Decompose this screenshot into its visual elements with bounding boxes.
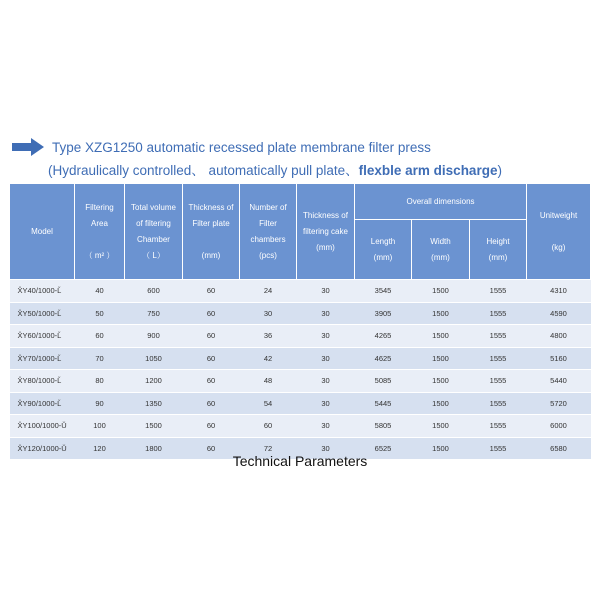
cell-length: 5805 [355,415,412,438]
table-row [10,302,591,325]
cell-weight: 5720 [527,392,591,415]
cell-volume: 600 [125,280,183,303]
subtitle-prefix: (Hydraulically controlled、 automatically pull plate、 [48,163,359,178]
cell-width: 1500 [412,370,470,393]
cell-area: 70 [75,347,125,370]
cell-chambers: 36 [240,325,297,348]
cell-volume: 1800 [125,437,183,460]
cell-volume: 1050 [125,347,183,370]
cell-height: 1555 [470,415,527,438]
cell-area: 90 [75,392,125,415]
cell-length: 3545 [355,280,412,303]
header-model: Model [10,184,75,280]
cell-model: X̆Y90/1000-L̆ [10,392,75,415]
subtitle-bold: flexble arm discharge [358,163,498,178]
cell-height: 1555 [470,392,527,415]
cell-plate: 60 [183,415,240,438]
cell-plate: 60 [183,370,240,393]
cell-cake: 30 [297,347,355,370]
header-chambers: Number of Filter chambers (pcs) [240,184,297,280]
document-title: Type XZG1250 automatic recessed plate membrane filter press [52,139,431,155]
title-block [12,136,592,179]
cell-cake: 30 [297,437,355,460]
header-length: Length (mm) [355,220,412,280]
cell-volume: 1200 [125,370,183,393]
cell-width: 1500 [412,280,470,303]
header-height: Height (mm) [470,220,527,280]
cell-cake: 30 [297,370,355,393]
cell-plate: 60 [183,280,240,303]
table-caption: Technical Parameters [232,453,368,469]
table-row [10,370,591,393]
cell-weight: 4590 [527,302,591,325]
table-row [10,325,591,348]
cell-width: 1500 [412,437,470,460]
cell-height: 1555 [470,347,527,370]
cell-width: 1500 [412,347,470,370]
cell-model: X̆Y100/1000-Ŭ [10,415,75,438]
cell-height: 1555 [470,370,527,393]
cell-length: 4265 [355,325,412,348]
cell-height: 1555 [470,437,527,460]
cell-width: 1500 [412,302,470,325]
header-overall-dimensions: Overall dimensions [355,184,527,220]
cell-chambers: 54 [240,392,297,415]
cell-volume: 1350 [125,392,183,415]
cell-plate: 60 [183,347,240,370]
table-row [10,280,591,303]
right-arrow-icon [12,138,44,156]
cell-weight: 6580 [527,437,591,460]
cell-height: 1555 [470,280,527,303]
cell-chambers: 30 [240,302,297,325]
cell-width: 1500 [412,325,470,348]
cell-cake: 30 [297,325,355,348]
table-row [10,392,591,415]
cell-volume: 1500 [125,415,183,438]
header-plate-thickness: Thickness of Filter plate (mm) [183,184,240,280]
cell-chambers: 42 [240,347,297,370]
cell-length: 6525 [355,437,412,460]
cell-length: 4625 [355,347,412,370]
cell-area: 40 [75,280,125,303]
cell-chambers: 72 [240,437,297,460]
cell-length: 5445 [355,392,412,415]
cell-model: X̆Y70/1000-L̆ [10,347,75,370]
cell-area: 60 [75,325,125,348]
cell-height: 1555 [470,325,527,348]
cell-area: 100 [75,415,125,438]
cell-cake: 30 [297,392,355,415]
cell-weight: 4310 [527,280,591,303]
cell-plate: 60 [183,302,240,325]
cell-chambers: 24 [240,280,297,303]
title-line-1 [12,136,592,158]
header-total-volume: Total volume of filtering Chamber （ L） [125,184,183,280]
cell-height: 1555 [470,302,527,325]
cell-volume: 900 [125,325,183,348]
table-row [10,347,591,370]
cell-model: X̆Y120/1000-Ŭ [10,437,75,460]
cell-cake: 30 [297,280,355,303]
document-subtitle [12,159,592,179]
cell-plate: 60 [183,392,240,415]
cell-width: 1500 [412,415,470,438]
cell-plate: 60 [183,325,240,348]
cell-weight: 5160 [527,347,591,370]
cell-area: 80 [75,370,125,393]
cell-plate: 60 [183,437,240,460]
cell-model: X̆Y60/1000-L̆ [10,325,75,348]
cell-chambers: 60 [240,415,297,438]
header-cake-thickness: Thickness of filtering cake (mm) [297,184,355,280]
header-filtering-area: Filtering Area （ m² ） [75,184,125,280]
cell-width: 1500 [412,392,470,415]
table-row [10,415,591,438]
header-width: Width (mm) [412,220,470,280]
header-unitweight: Unitweight (kg) [527,184,591,280]
cell-chambers: 48 [240,370,297,393]
cell-length: 3905 [355,302,412,325]
cell-area: 50 [75,302,125,325]
cell-volume: 750 [125,302,183,325]
cell-model: X̆Y40/1000-L̆ [10,280,75,303]
cell-length: 5085 [355,370,412,393]
cell-model: X̆Y80/1000-L̆ [10,370,75,393]
cell-weight: 4800 [527,325,591,348]
cell-area: 120 [75,437,125,460]
cell-weight: 5440 [527,370,591,393]
cell-model: X̆Y50/1000-L̆ [10,302,75,325]
subtitle-suffix: ) [497,163,502,178]
cell-cake: 30 [297,302,355,325]
cell-cake: 30 [297,415,355,438]
technical-parameters-table [9,183,591,460]
cell-weight: 6000 [527,415,591,438]
